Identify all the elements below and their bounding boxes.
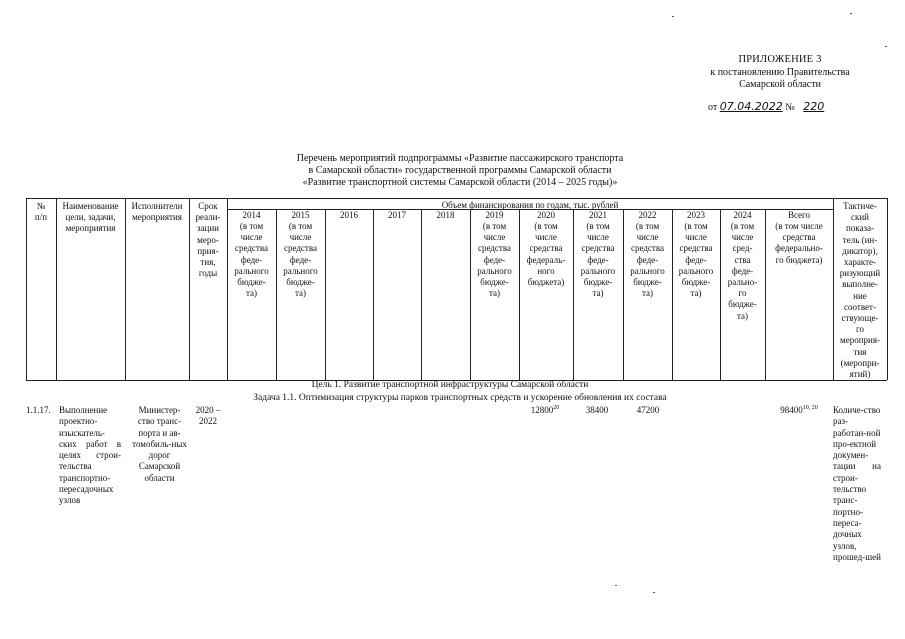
header-num: № п/п <box>34 201 48 223</box>
year-header: 2023 <box>687 210 705 220</box>
grid-line <box>325 209 326 380</box>
grid-line <box>125 198 126 380</box>
year-header: 2021 <box>589 210 607 220</box>
footnote-total: 10, 20 <box>802 405 818 411</box>
grid-line <box>26 198 887 199</box>
year-header-note: (в том числе средства федераль- ного бюджета) <box>526 221 566 288</box>
row-term: 2020 – 2022 <box>195 405 221 427</box>
year-header: 2019 <box>485 210 504 220</box>
appendix-title: ПРИЛОЖЕНИЕ 3 <box>738 54 822 65</box>
appendix-subtitle: к постановлению Правительства <box>710 67 850 78</box>
year-header: Всего <box>787 210 811 220</box>
handwritten-number: 220 <box>803 100 825 113</box>
date-prefix: от <box>708 102 718 113</box>
year-header: 2015 <box>291 210 310 220</box>
year-header: 2018 <box>436 210 455 220</box>
title-line-1: Перечень мероприятий подпрограммы «Развитие пассажирского транспорта <box>296 153 624 164</box>
goal-text: Цель 1. Развитие транспортной инфраструктуры Самарской области <box>311 380 589 390</box>
row-num: 1.1.17. <box>26 405 51 415</box>
year-header-note: (в том числе средства федерально- го бюджета) <box>775 221 823 265</box>
year-header-note: (в том числе средства феде- рального бюдже- та) <box>678 221 714 299</box>
grid-line <box>373 209 374 380</box>
header-term: Срок реали- зации меро- прия- тия, годы <box>195 201 221 279</box>
grid-line <box>421 209 422 380</box>
title-line-3: «Развитие транспортной системы Самарской области (2014 – 2025 годы)» <box>302 177 618 188</box>
document-title <box>190 153 730 189</box>
title-line-2: в Самарской области» государственной программы Самарской области <box>308 165 612 176</box>
grid-line <box>26 198 27 380</box>
scan-speck <box>850 13 852 14</box>
row-executor: Министер-ство транс-порта и ав-томобиль-ных дорог Самарской области <box>132 405 187 483</box>
scan-speck <box>672 16 674 17</box>
year-header-note: (в том числе средства феде- рального бюдже- та) <box>630 221 665 299</box>
year-header: 2017 <box>388 210 406 220</box>
row-value-2021: 38400 <box>585 405 609 415</box>
row-value-2020 <box>522 405 568 416</box>
year-header-note: (в том числе сред- ства феде- рально- го бюдже- та) <box>727 221 758 321</box>
year-header: 2016 <box>340 210 358 220</box>
task-text: Задача 1.1. Оптимизация структуры парков транспортных средств и ускорение обновления их состава <box>253 393 667 403</box>
year-header: 2022 <box>638 210 657 220</box>
decree-date-number <box>708 100 824 113</box>
row-value-total <box>765 405 833 416</box>
value-total: 98400 <box>780 405 803 415</box>
scan-speck <box>615 585 617 586</box>
header-financing-group: Объем финансирования по годам, тыс. рублей <box>441 200 619 210</box>
value-2020: 12800 <box>530 405 554 415</box>
number-prefix: № <box>785 102 795 113</box>
year-header-note: (в том числе средства феде- рального бюдже- та) <box>283 221 318 299</box>
year-header-note: (в том числе средства феде- рального бюдже- та) <box>580 221 616 299</box>
year-header: 2014 <box>242 210 261 220</box>
footnote-2020: 20 <box>553 405 560 411</box>
header-executors: Исполнители мероприятия <box>131 201 183 223</box>
grid-line <box>887 198 888 380</box>
header-name: Наименование цели, задачи, мероприятия <box>62 201 119 234</box>
row-indicator: Количе-ство раз-работан-ной про-ектной докумен-тации на строи-тельство транс-портно-переса-дочных узлов, прошед-шей <box>833 405 881 562</box>
header-indicator: Тактиче- ский показа- тель (ин- дикатор), характе- ризующий выполне- ние соответ- ствующе- го мероприя- тия (меропри- ятий) <box>839 201 881 380</box>
row-name: Выполнение проектно-изыскатель-ских работ в целях строи-тельства транспортно-пересадочных узлов <box>59 405 121 506</box>
row-value-2022: 47200 <box>636 405 660 415</box>
scan-speck <box>653 592 655 593</box>
year-header: 2020 <box>537 210 555 220</box>
year-header: 2024 <box>733 210 752 220</box>
appendix-region: Самарской области <box>739 79 821 90</box>
handwritten-date: 07.04.2022 <box>719 100 783 113</box>
scan-speck <box>885 46 887 47</box>
year-header-note: (в том числе средства феде- рального бюдже- та) <box>234 221 269 299</box>
year-header-note: (в том числе средства феде- рального бюдже- та) <box>477 221 512 299</box>
